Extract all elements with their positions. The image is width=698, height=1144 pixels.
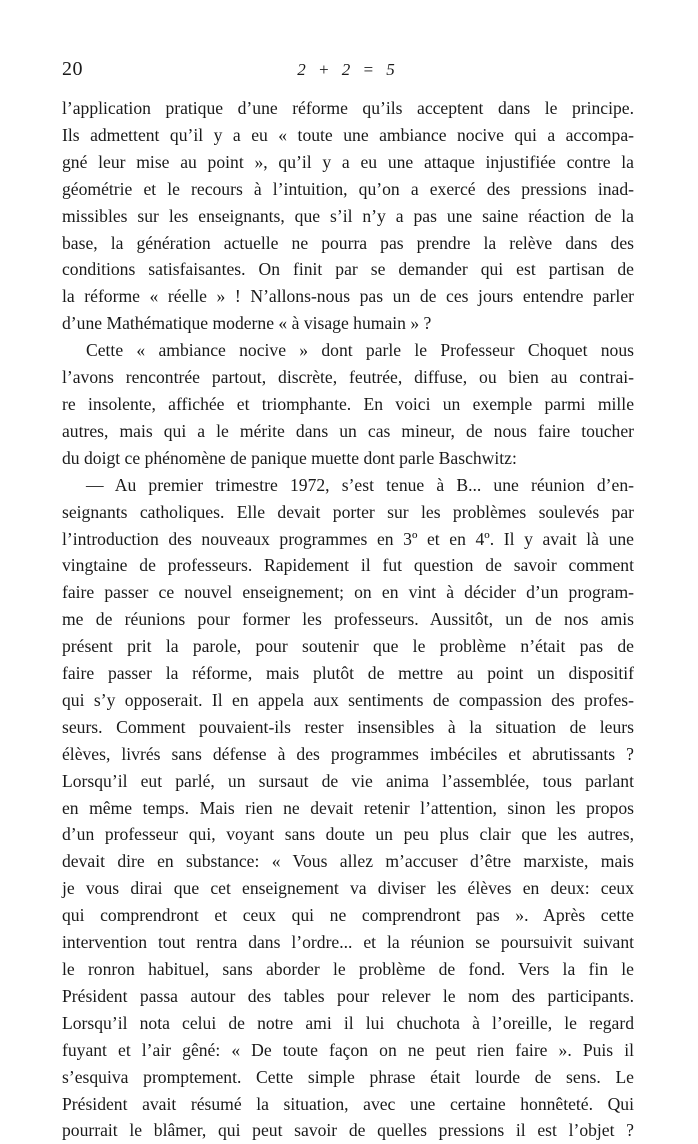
text-line: d’une Mathématique moderne « à visage humain » ? xyxy=(62,313,432,334)
text-line: qui comprendront et ceux qui ne comprendront pas ». Après cette xyxy=(62,905,634,926)
text-line: intervention tout rentra dans l’ordre... et la réunion se poursuivit suivant xyxy=(62,932,634,953)
body-text xyxy=(62,95,634,1144)
text-line: re insolente, affichée et triomphante. En voici un exemple parmi mille xyxy=(62,393,634,414)
text-line: autres, mais qui a le mérite dans un cas mineur, de nous faire toucher xyxy=(62,420,634,441)
running-title: 2 + 2 = 5 xyxy=(297,60,399,79)
text-line: base, la génération actuelle ne pourra pas prendre la relève dans des xyxy=(62,232,634,253)
text-line: me de réunions pour former les professeurs. Aussitôt, un de nos amis xyxy=(62,609,634,630)
text-line: Lorsqu’il eut parlé, un sursaut de vie anima l’assemblée, tous parlant xyxy=(62,770,634,791)
text-line: présent prit la parole, pour soutenir que le problème n’était pas de xyxy=(62,636,634,657)
text-line: gné leur mise au point », qu’il y a eu une attaque injustifiée contre la xyxy=(62,151,634,172)
text-line: du doigt ce phénomène de panique muette dont parle Baschwitz: xyxy=(62,447,517,468)
text-line: le ronron habituel, sans aborder le problème de fond. Vers la fin le xyxy=(62,959,634,979)
text-line: l’introduction des nouveaux programmes en 3º et en 4º. Il y avait là une xyxy=(62,528,634,549)
page-number: 20 xyxy=(62,58,83,80)
text-line: Président passa autour des tables pour relever le nom des participants. xyxy=(62,985,634,1006)
text-line: fuyant et l’air gêné: « De toute façon on ne peut rien faire ». Puis il xyxy=(62,1039,634,1060)
text-line: géométrie et le recours à l’intuition, qu’on a exercé des pressions inad- xyxy=(62,178,634,199)
text-line: qui s’y opposerait. Il en appela aux sentiments de compassion des profes- xyxy=(62,689,634,710)
text-line: Président avait résumé la situation, avec une certaine honnêteté. Qui xyxy=(62,1093,634,1114)
text-line: conditions satisfaisantes. On finit par se demander qui est partisan de xyxy=(62,259,634,280)
text-line: la réforme « réelle » ! N’allons-nous pas un de ces jours entendre parler xyxy=(62,286,634,307)
text-line: pourrait le blâmer, qui peut savoir de quelles pressions il est l’objet ? xyxy=(62,1120,634,1141)
text-line: — Au premier trimestre 1972, s’est tenue à B... une réunion d’en- xyxy=(86,474,634,495)
text-line: en même temps. Mais rien ne devait retenir l’attention, sinon les propos xyxy=(62,797,634,818)
text-line: Ils admettent qu’il y a eu « toute une ambiance nocive qui a accompa- xyxy=(62,124,634,145)
text-line: l’avons rencontrée partout, discrète, feutrée, diffuse, ou bien au contrai- xyxy=(62,367,634,388)
text-line: d’un professeur qui, voyant sans doute un peu plus clair que les autres, xyxy=(62,824,634,845)
text-line: l’application pratique d’une réforme qu’ils acceptent dans le principe. xyxy=(62,98,634,118)
text-line: seignants catholiques. Elle devait porter sur les problèmes soulevés par xyxy=(62,501,634,522)
text-line: Cette « ambiance nocive » dont parle le Professeur Choquet nous xyxy=(86,340,634,361)
text-line: s’esquiva promptement. Cette simple phrase était lourde de sens. Le xyxy=(62,1066,634,1087)
text-line: seurs. Comment pouvaient-ils rester insensibles à la situation de leurs xyxy=(62,716,634,737)
text-line: faire passer ce nouvel enseignement; on en vint à décider d’un program- xyxy=(62,582,634,603)
text-line: missibles sur les enseignants, que s’il n’y a pas une saine réaction de la xyxy=(62,205,634,226)
text-line: Lorsqu’il nota celui de notre ami il lui chuchota à l’oreille, le regard xyxy=(62,1012,634,1033)
text-line: vingtaine de professeurs. Rapidement il fut question de savoir comment xyxy=(62,555,634,576)
text-line: devait dire en substance: « Vous allez m’accuser d’être marxiste, mais xyxy=(62,851,634,872)
text-line: élèves, livrés sans défense à des programmes imbéciles et abrutissants ? xyxy=(62,743,634,764)
text-line: faire passer la réforme, mais plutôt de mettre au point un dispositif xyxy=(62,663,634,684)
page-header xyxy=(62,58,634,88)
text-line: je vous dirai que cet enseignement va diviser les élèves en deux: ceux xyxy=(62,878,634,899)
